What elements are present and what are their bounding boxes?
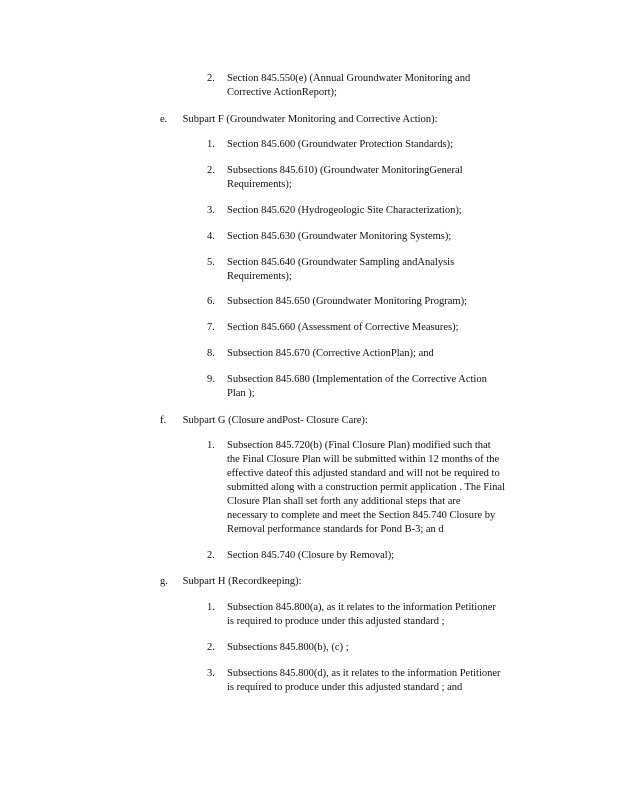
item-text: Section 845.630 (Groundwater Monitoring Systems);	[227, 231, 452, 242]
item-number: 3.	[207, 668, 215, 679]
item-number: 3.	[207, 205, 215, 216]
item-number: 9.	[207, 374, 215, 385]
subpart-heading	[160, 113, 560, 127]
subpart-heading	[160, 414, 560, 428]
heading-letter: f.	[160, 415, 167, 426]
item-text: Section 845.740 (Closure by Removal);	[227, 550, 395, 561]
item-text: Subsection 845.720(b) (Final Closure Plan) modified such that the Final Closure Plan will be submitted within 12 months of the effective dateof this adjusted standard and will not be required to submitted along with a construction permit application . The Final Closure Plan shall set forth any additional steps that are necessary to complete and meet the Section 845.740 Closure by Removal performance standards for Pond B-3; an d	[227, 440, 506, 535]
heading-letter: e.	[160, 114, 168, 125]
item-number: 5.	[207, 257, 215, 268]
item-number: 2.	[207, 165, 215, 176]
item-text: Subsections 845.800(b), (c) ;	[227, 642, 349, 653]
item-number: 2.	[207, 642, 215, 653]
heading-text: Subpart G (Closure andPost- Closure Care):	[182, 415, 368, 426]
item-number: 4.	[207, 231, 215, 242]
item-text: Subsections 845.800(d), as it relates to the information Petitioner is required to produce under this adjusted standard ; and	[227, 668, 501, 693]
item-text: Subsections 845.610) (Groundwater MonitoringGeneral Requirements);	[227, 165, 463, 190]
heading-letter: g.	[160, 576, 168, 587]
item-text: Subsection 845.670 (Corrective ActionPlan); and	[227, 348, 434, 359]
item-text: Section 845.660 (Assessment of Corrective Measures);	[227, 322, 459, 333]
item-number: 7.	[207, 322, 215, 333]
item-text: Section 845.600 (Groundwater Protection Standards);	[227, 139, 453, 150]
item-number: 1.	[207, 602, 215, 613]
item-text: Section 845.550(e) (Annual Groundwater Monitoring and Corrective ActionReport);	[227, 73, 471, 98]
item-text: Section 845.640 (Groundwater Sampling andAnalysis Requirements);	[227, 257, 455, 282]
item-number: 2.	[207, 550, 215, 561]
item-number: 6.	[207, 296, 215, 307]
heading-text: Subpart F (Groundwater Monitoring and Corrective Action):	[182, 114, 438, 125]
subpart-heading	[160, 575, 560, 589]
heading-text: Subpart H (Recordkeeping):	[182, 576, 302, 587]
item-number: 2.	[207, 73, 215, 84]
item-number: 1.	[207, 440, 215, 451]
item-number: 1.	[207, 139, 215, 150]
item-number: 8.	[207, 348, 215, 359]
item-text: Subsection 845.680 (Implementation of the Corrective Action Plan );	[227, 374, 487, 399]
item-text: Subsection 845.650 (Groundwater Monitoring Program);	[227, 296, 468, 307]
item-text: Section 845.620 (Hydrogeologic Site Characterization);	[227, 205, 462, 216]
item-text: Subsection 845.800(a), as it relates to the information Petitioner is required to produce under this adjusted standard ;	[227, 602, 496, 627]
